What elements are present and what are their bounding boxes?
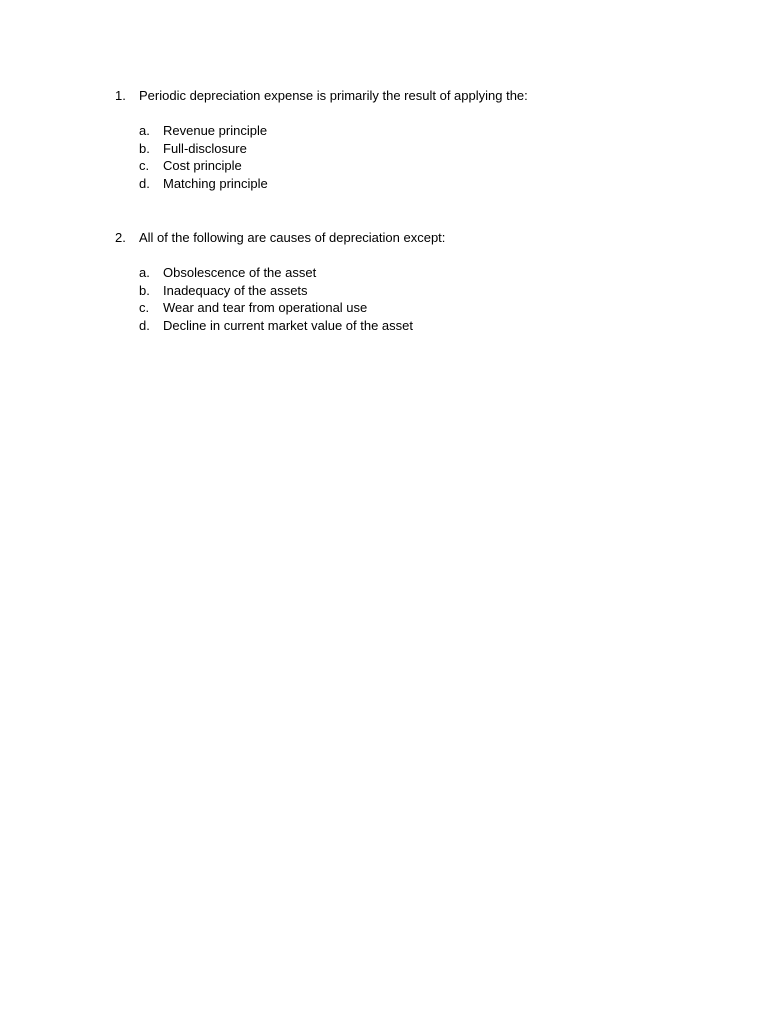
question-2-stem <box>115 229 715 247</box>
question-text: All of the following are causes of depreciation except: <box>139 230 446 245</box>
question-number: 2. <box>115 230 126 245</box>
question-number: 1. <box>115 88 126 103</box>
option-letter: d. <box>139 318 150 334</box>
option-text: Revenue principle <box>163 123 268 138</box>
option-text: Inadequacy of the assets <box>163 282 308 298</box>
option-letter: b. <box>139 282 150 298</box>
option-2a <box>139 264 715 282</box>
question-1-options <box>139 122 715 193</box>
option-letter: a. <box>139 265 150 280</box>
question-text: Periodic depreciation expense is primarily the result of applying the: <box>139 88 528 103</box>
option-letter: d. <box>139 176 150 192</box>
option-text: Matching principle <box>163 176 268 192</box>
option-letter: c. <box>139 300 150 316</box>
question-2-options <box>139 264 715 335</box>
option-text: Full-disclosure <box>163 140 247 156</box>
question-1 <box>115 87 715 209</box>
option-text: Obsolescence of the asset <box>163 265 317 280</box>
option-2d <box>139 317 715 335</box>
option-1a <box>139 122 715 140</box>
option-letter: a. <box>139 123 150 138</box>
question-1-stem <box>115 87 715 105</box>
option-2b <box>139 282 715 300</box>
option-letter: c. <box>139 158 150 174</box>
option-1b <box>139 140 715 158</box>
option-text: Wear and tear from operational use <box>163 300 368 316</box>
option-letter: b. <box>139 140 150 156</box>
option-text: Cost principle <box>163 158 242 174</box>
option-text: Decline in current market value of the asset <box>163 318 414 334</box>
question-2 <box>115 229 715 351</box>
option-1c <box>139 157 715 175</box>
option-1d <box>139 175 715 193</box>
option-2c <box>139 299 715 317</box>
